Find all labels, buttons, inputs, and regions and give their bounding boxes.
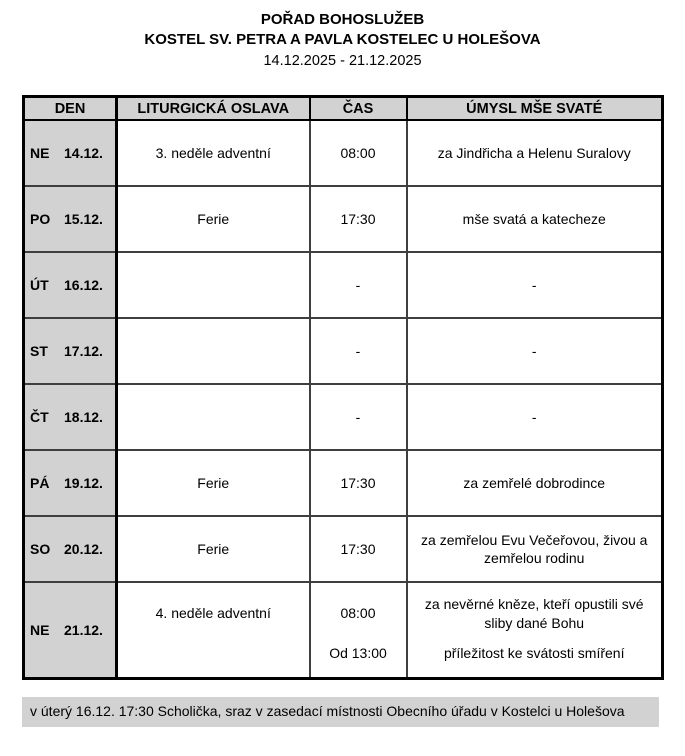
- day-cell: [24, 120, 117, 186]
- document-header: [0, 10, 685, 71]
- celebration-text: 4. neděle adventní: [155, 605, 271, 622]
- intention-cell: za zemřelou Evu Večeřovou, živou a zemřelou rodinu: [407, 516, 663, 582]
- intention-cell: za zemřelé dobrodince: [407, 450, 663, 516]
- celebration-cell: [117, 582, 310, 679]
- day-cell: [24, 384, 117, 450]
- intention-cell: mše svatá a katecheze: [407, 186, 663, 252]
- day-cell: [24, 516, 117, 582]
- column-header-celebration: LITURGICKÁ OSLAVA: [117, 97, 310, 121]
- day-cell: [24, 450, 117, 516]
- day-date: 16.12.: [64, 276, 103, 293]
- day-cell: [24, 318, 117, 384]
- table-row: [24, 120, 663, 186]
- intention-secondary: příležitost ke svátosti smíření: [443, 645, 625, 661]
- table-row: [24, 516, 663, 582]
- intention-cell: za Jindřicha a Helenu Suralovy: [407, 120, 663, 186]
- celebration-cell: [117, 252, 310, 318]
- day-date: 21.12.: [64, 621, 103, 638]
- church-name: KOSTEL SV. PETRA A PAVLA KOSTELEC U HOLEŠOVA: [144, 31, 541, 48]
- day-abbr: PÁ: [30, 474, 50, 491]
- celebration-text-secondary: [118, 644, 309, 677]
- day-abbr: ST: [30, 342, 48, 359]
- time-cell: 17:30: [310, 186, 407, 252]
- intention-cell: -: [407, 384, 663, 450]
- day-abbr: SO: [30, 540, 51, 557]
- time-cell: -: [310, 252, 407, 318]
- time-cell: 17:30: [310, 516, 407, 582]
- table-row: [24, 186, 663, 252]
- time-cell: -: [310, 318, 407, 384]
- date-range: 14.12.2025 - 21.12.2025: [263, 53, 422, 69]
- intention-primary: za nevěrné kněze, kteří opustili své sliby dané Bohu: [424, 596, 644, 631]
- column-header-intention: ÚMYSL MŠE SVATÉ: [407, 97, 663, 121]
- time-primary: 08:00: [340, 605, 376, 622]
- intention-cell: [407, 582, 663, 679]
- table-row: [24, 318, 663, 384]
- day-abbr: ÚT: [30, 276, 49, 293]
- celebration-cell: [117, 384, 310, 450]
- footer-note: [22, 697, 659, 727]
- celebration-cell: Ferie: [117, 450, 310, 516]
- table-header-row: [24, 97, 663, 121]
- column-header-time: ČAS: [310, 97, 407, 121]
- table-row: [24, 582, 663, 679]
- day-date: 19.12.: [64, 474, 103, 491]
- celebration-cell: 3. neděle adventní: [117, 120, 310, 186]
- column-header-day: DEN: [24, 97, 117, 121]
- time-cell: [310, 582, 407, 679]
- intention-cell: -: [407, 318, 663, 384]
- time-cell: -: [310, 384, 407, 450]
- day-date: 14.12.: [64, 144, 103, 161]
- schedule-table: [22, 95, 664, 680]
- day-cell: [24, 582, 117, 679]
- day-abbr: NE: [30, 144, 50, 161]
- day-abbr: NE: [30, 621, 50, 638]
- footer-note-text: v úterý 16.12. 17:30 Scholička, sraz v zasedací místnosti Obecního úřadu v Kostelci u Holešova: [30, 703, 625, 719]
- day-date: 17.12.: [64, 342, 103, 359]
- day-date: 18.12.: [64, 408, 103, 425]
- time-cell: 08:00: [310, 120, 407, 186]
- day-abbr: PO: [30, 210, 51, 227]
- table-row: [24, 450, 663, 516]
- celebration-cell: [117, 318, 310, 384]
- day-cell: [24, 252, 117, 318]
- day-abbr: ČT: [30, 408, 49, 425]
- day-date: 15.12.: [64, 210, 103, 227]
- day-cell: [24, 186, 117, 252]
- time-secondary: Od 13:00: [329, 645, 387, 661]
- celebration-cell: Ferie: [117, 186, 310, 252]
- table-row: [24, 384, 663, 450]
- document-title: POŘAD BOHOSLUŽEB: [260, 11, 425, 28]
- day-date: 20.12.: [64, 540, 103, 557]
- celebration-cell: Ferie: [117, 516, 310, 582]
- intention-cell: -: [407, 252, 663, 318]
- time-cell: 17:30: [310, 450, 407, 516]
- table-row: [24, 252, 663, 318]
